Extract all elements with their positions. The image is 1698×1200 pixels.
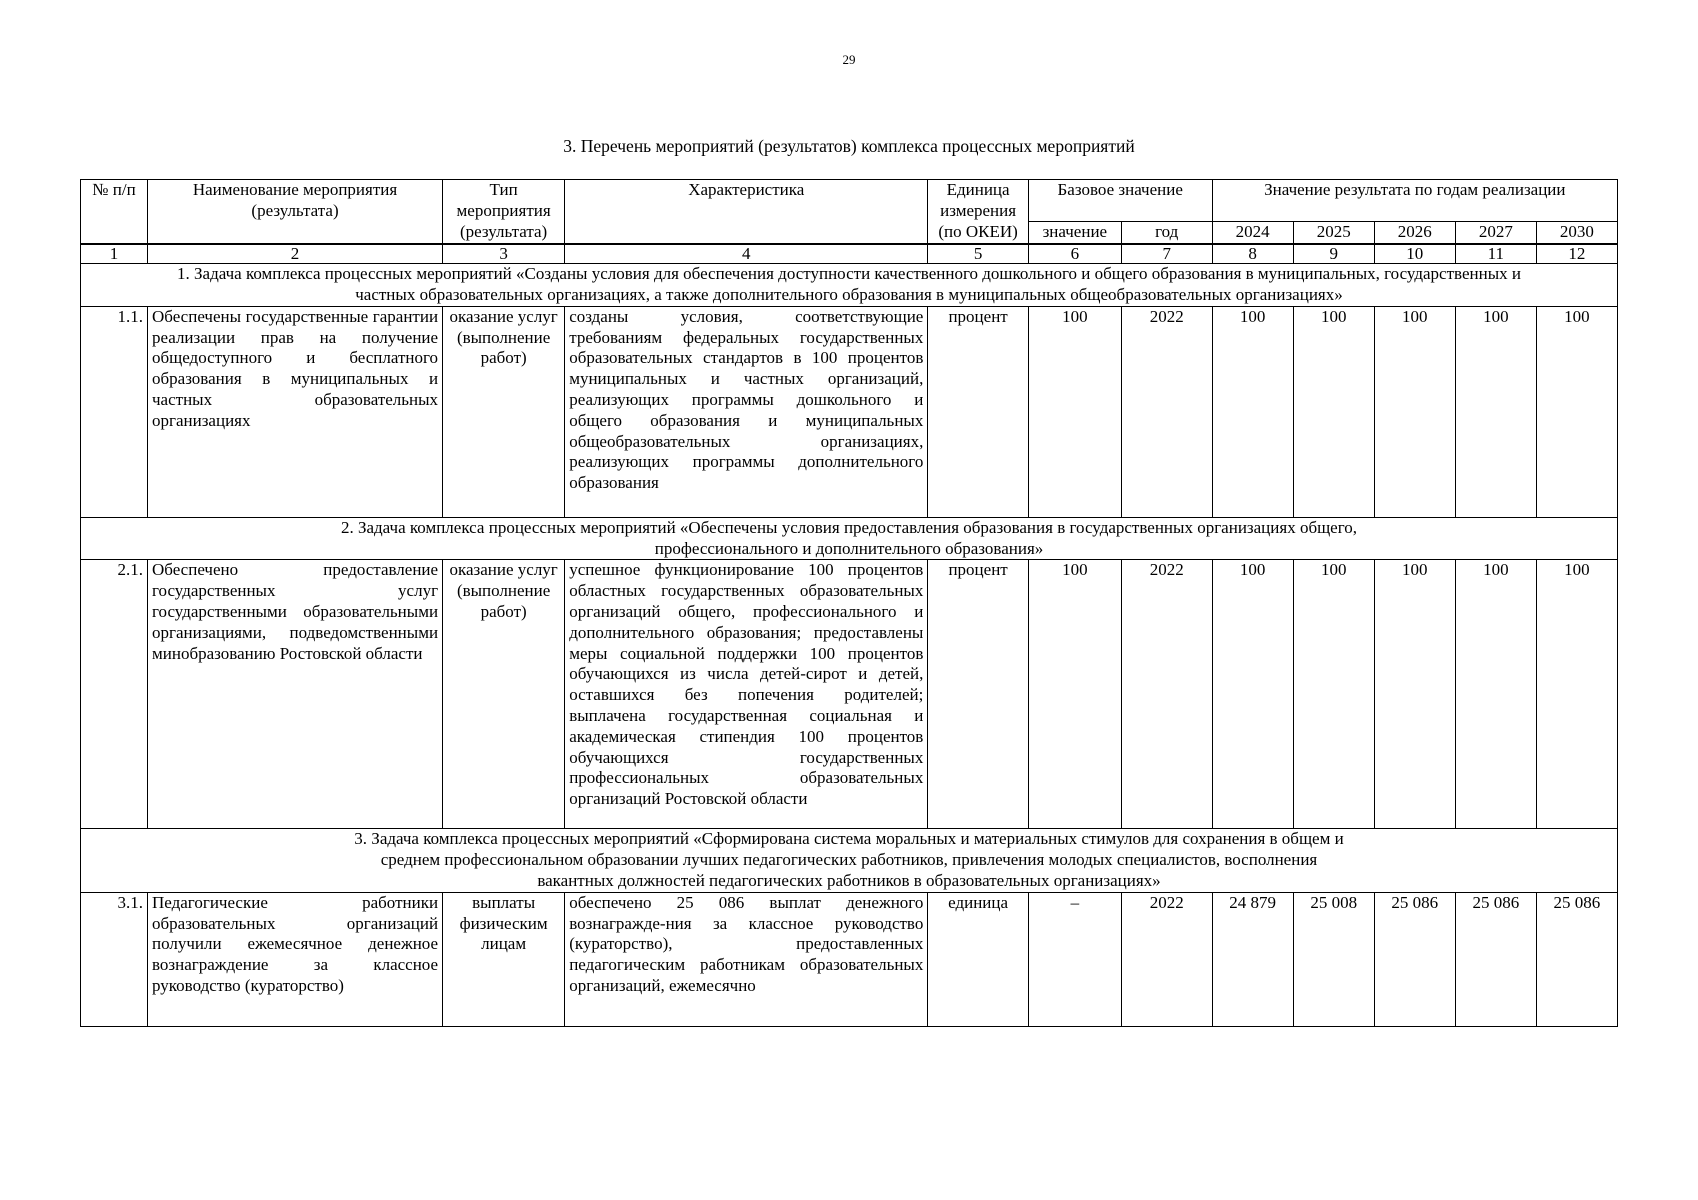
header-type: Тип мероприятия (результата) xyxy=(443,180,565,244)
table-row xyxy=(81,560,1618,829)
row-unit: процент xyxy=(928,560,1029,829)
header-year: 2025 xyxy=(1293,222,1374,244)
task-2-title: 2. Задача комплекса процессных мероприятий «Обеспечены условия предоставления образования в государственных организациях общего, профессионального и дополнительного образования» xyxy=(81,517,1618,560)
row-value-2027: 25 086 xyxy=(1455,892,1536,1026)
row-base-value: 100 xyxy=(1028,306,1121,517)
row-value-2024: 100 xyxy=(1212,560,1293,829)
row-num: 1.1. xyxy=(81,306,148,517)
header-base-value: значение xyxy=(1028,222,1121,244)
column-numbers-row xyxy=(81,244,1618,264)
measures-table xyxy=(80,179,1618,1027)
column-number: 1 xyxy=(81,244,148,264)
row-type: оказание услуг (выполнение работ) xyxy=(443,560,565,829)
row-num: 2.1. xyxy=(81,560,148,829)
row-value-2026: 25 086 xyxy=(1374,892,1455,1026)
column-number: 7 xyxy=(1121,244,1212,264)
header-year: 2027 xyxy=(1455,222,1536,244)
row-base-year: 2022 xyxy=(1121,892,1212,1026)
row-num: 3.1. xyxy=(81,892,148,1026)
task-3-title: 3. Задача комплекса процессных мероприятий «Сформирована система моральных и материальных стимулов для сохранения в общем и среднем профессиональном образовании лучших педагогических работников, привлечения молодых специалистов, восполнения вакантных должностей педагогических работников в образовательных организациях» xyxy=(81,829,1618,892)
column-number: 4 xyxy=(565,244,928,264)
header-characteristic: Характеристика xyxy=(565,180,928,244)
row-base-year: 2022 xyxy=(1121,560,1212,829)
header-year: 2024 xyxy=(1212,222,1293,244)
row-unit: единица xyxy=(928,892,1029,1026)
row-value-2025: 100 xyxy=(1293,306,1374,517)
column-number: 8 xyxy=(1212,244,1293,264)
task-heading-row xyxy=(81,264,1618,307)
row-unit: процент xyxy=(928,306,1029,517)
header-year: 2026 xyxy=(1374,222,1455,244)
row-value-2025: 100 xyxy=(1293,560,1374,829)
row-base-year: 2022 xyxy=(1121,306,1212,517)
column-number: 6 xyxy=(1028,244,1121,264)
table-row xyxy=(81,306,1618,517)
row-type: оказание услуг (выполнение работ) xyxy=(443,306,565,517)
page-title: 3. Перечень мероприятий (результатов) комплекса процессных мероприятий xyxy=(563,136,1135,156)
page-number: 29 xyxy=(842,52,856,67)
task-heading-row xyxy=(81,829,1618,892)
column-number: 3 xyxy=(443,244,565,264)
header-name: Наименование мероприятия (результата) xyxy=(148,180,443,244)
row-name: Педагогические работники образовательных организаций получили ежемесячное денежное вознаграждение за классное руководство (кураторство) xyxy=(148,892,443,1026)
column-number: 11 xyxy=(1455,244,1536,264)
row-base-value: – xyxy=(1028,892,1121,1026)
table-row xyxy=(81,892,1618,1026)
row-characteristic: обеспечено 25 086 выплат денежного вознагражде-ния за классное руководство (кураторство), предоставленных педагогическим работникам образовательных организаций, ежемесячно xyxy=(565,892,928,1026)
header-result: Значение результата по годам реализации xyxy=(1212,180,1617,222)
row-value-2024: 100 xyxy=(1212,306,1293,517)
column-number: 5 xyxy=(928,244,1029,264)
row-value-2026: 100 xyxy=(1374,306,1455,517)
row-characteristic: успешное функционирование 100 процентов областных государственных образовательных организаций общего, профессионального и дополнительного образования; предоставлены меры социальной поддержки 100 процентов обучающихся из числа детей-сирот и детей, оставшихся без попечения родителей; выплачена государственная социальная и академическая стипендия 100 процентов обучающихся государственных профессиональных образовательных организаций Ростовской области xyxy=(565,560,928,829)
column-number: 9 xyxy=(1293,244,1374,264)
row-value-2026: 100 xyxy=(1374,560,1455,829)
row-value-2030: 100 xyxy=(1536,560,1617,829)
task-heading-row xyxy=(81,517,1618,560)
row-value-2030: 25 086 xyxy=(1536,892,1617,1026)
task-1-title: 1. Задача комплекса процессных мероприятий «Созданы условия для обеспечения доступности качественного дошкольного и общего образования в муниципальных, государственных и частных образовательных организациях, а также дополнительного образования в муниципальных общеобразовательных организациях» xyxy=(81,264,1618,307)
column-number: 12 xyxy=(1536,244,1617,264)
header-row xyxy=(81,180,1618,222)
header-base-year: год xyxy=(1121,222,1212,244)
header-base: Базовое значение xyxy=(1028,180,1212,222)
column-number: 2 xyxy=(148,244,443,264)
header-year: 2030 xyxy=(1536,222,1617,244)
header-unit: Единица измерения (по ОКЕИ) xyxy=(928,180,1029,244)
row-value-2025: 25 008 xyxy=(1293,892,1374,1026)
row-characteristic: созданы условия, соответствующие требованиям федеральных государственных образовательных стандартов в 100 процентов муниципальных и частных организаций, реализующих программы дошкольного и общего образования и муниципальных общеобразовательных организациях, реализующих программы дополнительного образования xyxy=(565,306,928,517)
row-value-2024: 24 879 xyxy=(1212,892,1293,1026)
column-number: 10 xyxy=(1374,244,1455,264)
row-base-value: 100 xyxy=(1028,560,1121,829)
header-num: № п/п xyxy=(81,180,148,244)
row-value-2027: 100 xyxy=(1455,560,1536,829)
row-name: Обеспечено предоставление государственных услуг государственными образовательными организациями, подведомственными минобразованию Ростовской области xyxy=(148,560,443,829)
row-type: выплаты физическим лицам xyxy=(443,892,565,1026)
row-value-2027: 100 xyxy=(1455,306,1536,517)
row-name: Обеспечены государственные гарантии реализации прав на получение общедоступного и бесплатного образования в муниципальных и частных образовательных организациях xyxy=(148,306,443,517)
row-value-2030: 100 xyxy=(1536,306,1617,517)
